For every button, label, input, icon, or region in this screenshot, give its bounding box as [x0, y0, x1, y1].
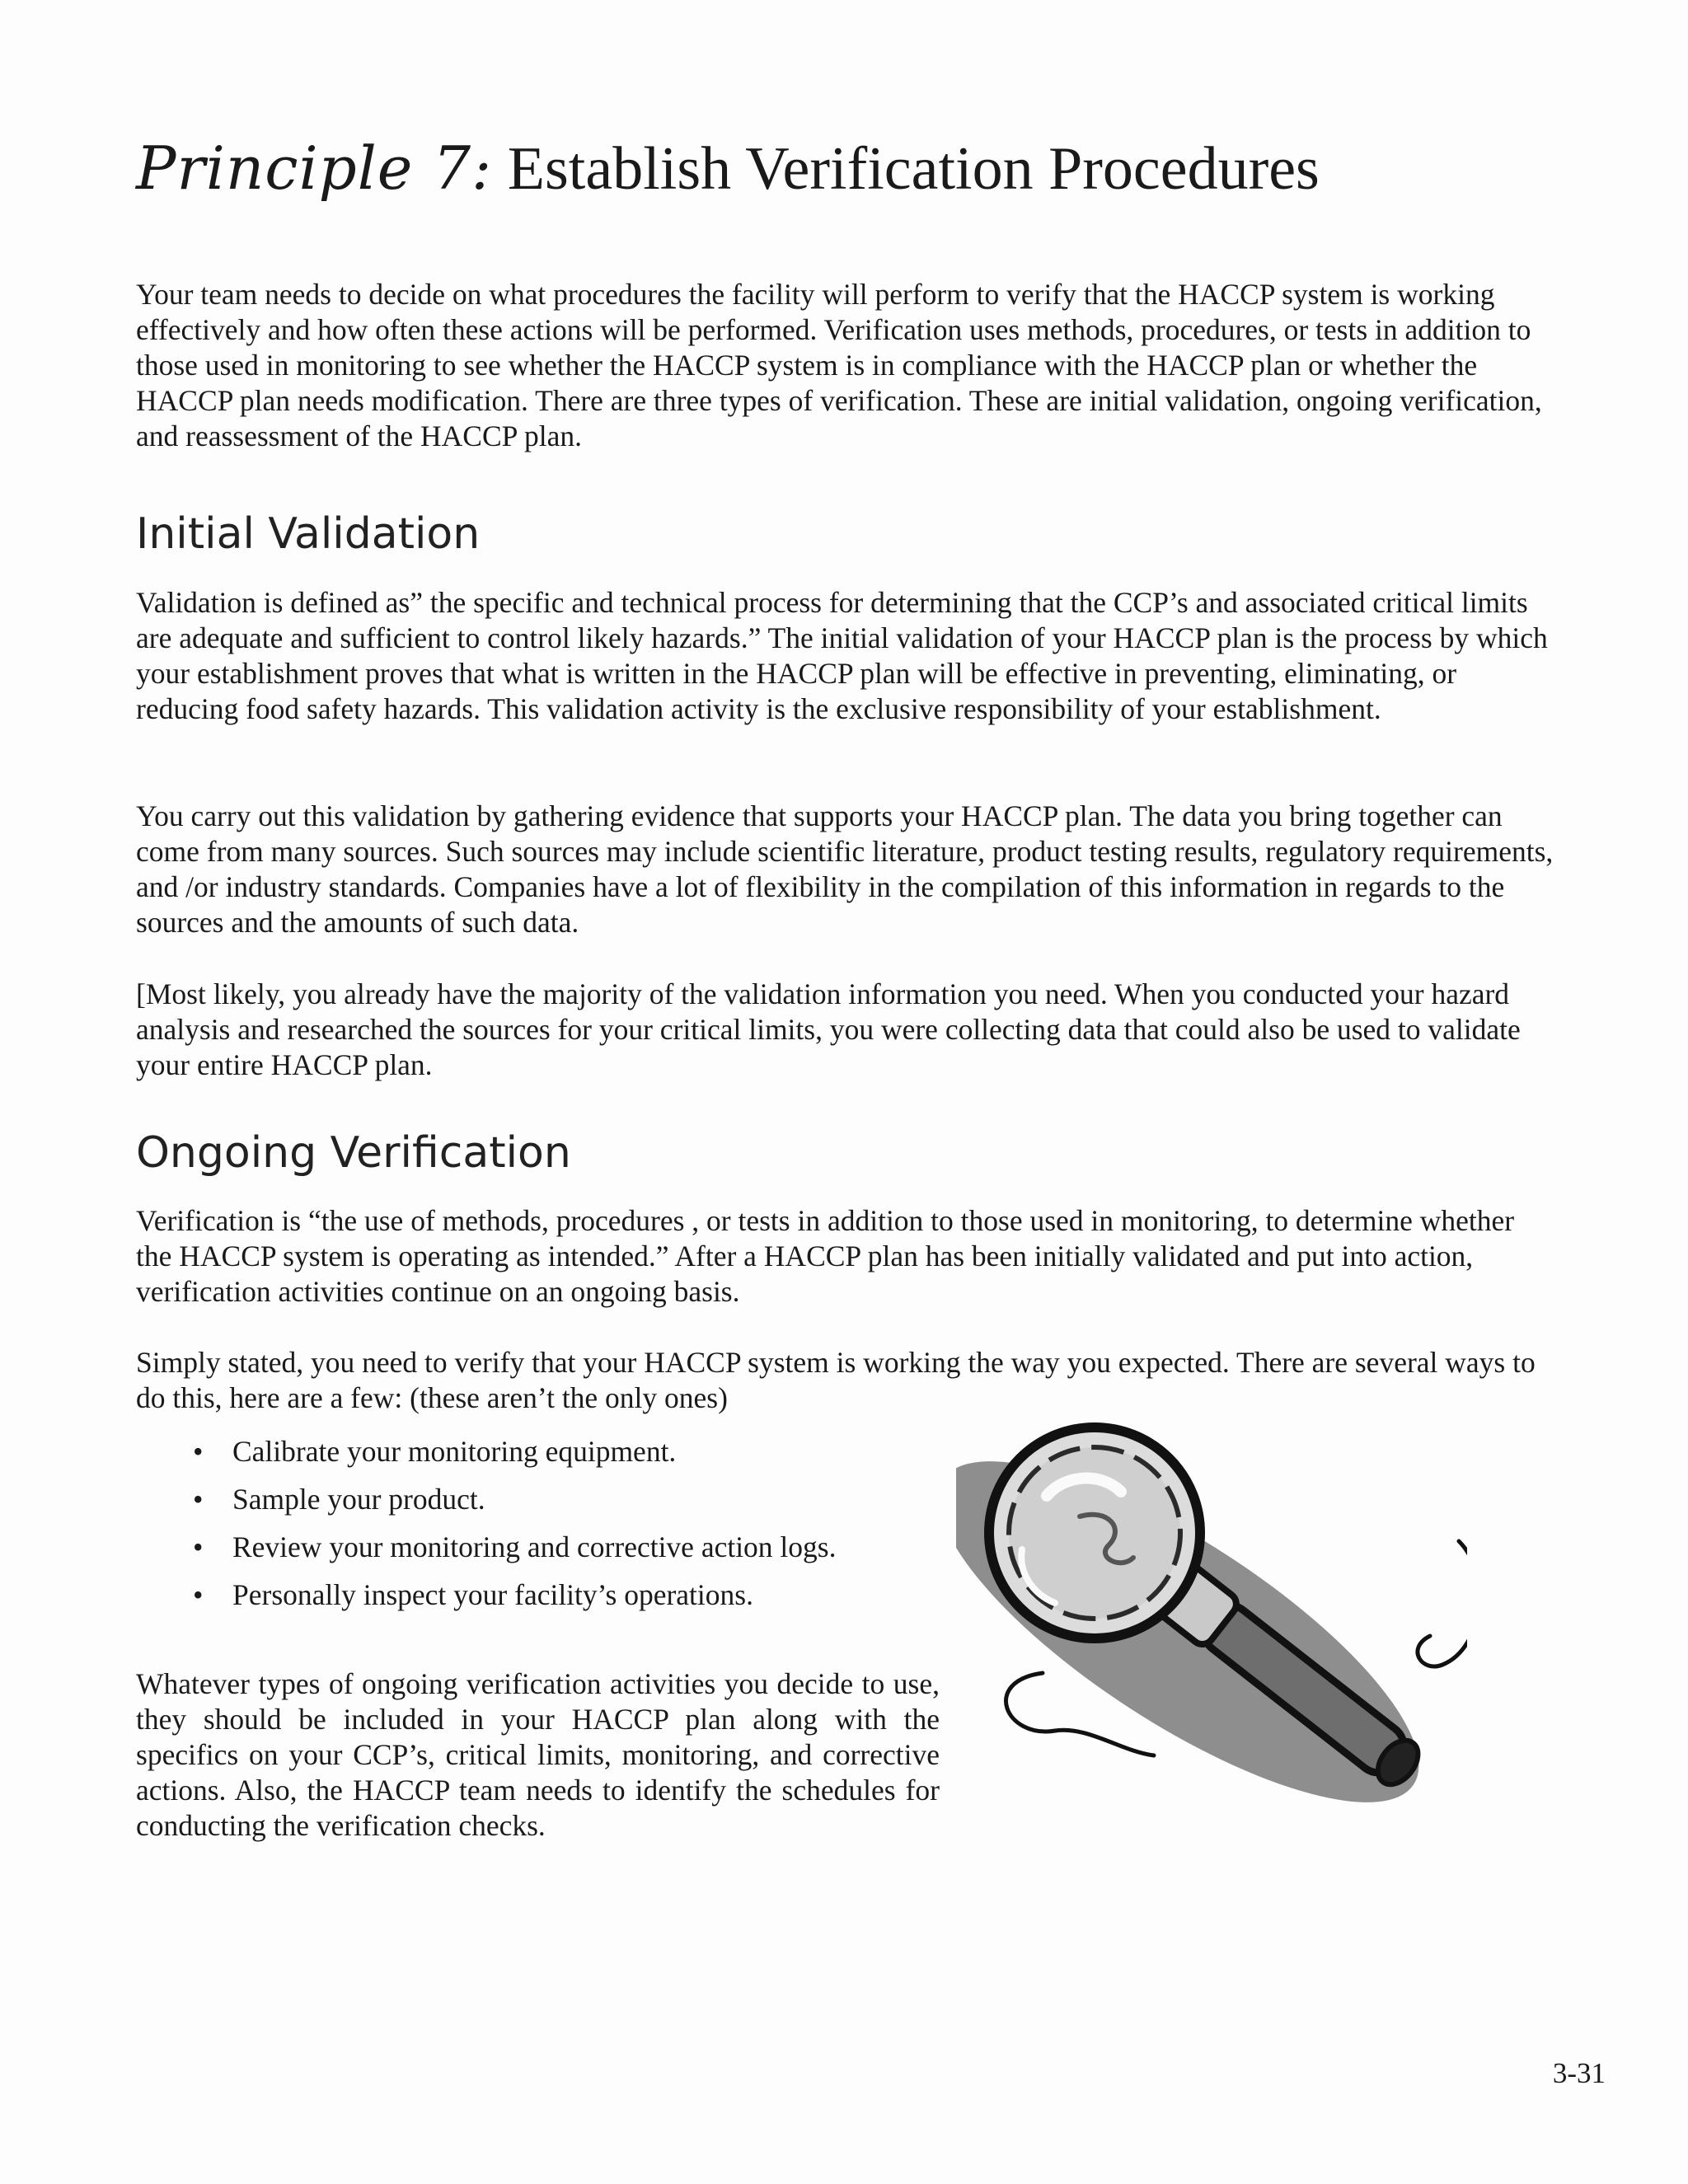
verification-methods-list: [190, 1434, 836, 1625]
ongoing-verification-paragraph-2: Simply stated, you need to verify that your HACCP system is working the way you expected. There are several ways to do this, here are a few: (these aren’t the only ones): [136, 1346, 1536, 1414]
initial-validation-heading: Initial Validation: [136, 509, 481, 559]
title-principle: Principle 7:: [136, 134, 493, 203]
initial-validation-paragraph-2: You carry out this validation by gathering evidence that supports your HACCP plan. The data you bring together can come from many sources. Such sources may include scientific literature, product testing results, regulatory requirements, and /or industry standards. Companies have a lot of flexibility in the compilation of this information in regards to the sources and the amounts of such data.: [136, 799, 1554, 939]
magnifying-glass-icon: [956, 1418, 1467, 1846]
intro-paragraph: Your team needs to decide on what procedures the facility will perform to verify that the HACCP system is working effectively and how often these actions will be performed. Verification uses methods, procedures, or tests in addition to those used in monitoring to see whether the HACCP system is in compliance with the HACCP plan or whether the HACCP plan needs modification. There are three types of verification. These are initial validation, ongoing verification, and reassessment of the HACCP plan.: [136, 278, 1542, 452]
bullet-mark: •: [193, 1578, 204, 1611]
ongoing-verification-heading: Ongoing Verification: [136, 1128, 571, 1178]
page-number: 3-31: [1552, 2057, 1606, 2089]
ongoing-verification-paragraph-1: Verification is “the use of methods, procedures , or tests in addition to those used in monitoring, to determine whether the HACCP system is operating as intended.” After a HACCP plan has been initially validated and put into action, verification activities continue on an ongoing basis.: [136, 1204, 1515, 1308]
ongoing-verification-paragraph-3: Whatever types of ongoing verification activities you decide to use, they should be included in your HACCP plan along with the specifics on your CCP’s, critical limits, monitoring, and corrective actions. Also, the HACCP team needs to identify the schedules for conducting the verification checks.: [136, 1667, 940, 1842]
page-title: [136, 134, 1320, 203]
swirl-line-right: [1418, 1541, 1467, 1666]
initial-validation-paragraph-1: Validation is defined as” the specific and technical process for determining that the CCP’s and associated critical limits are adequate and sufficient to control likely hazards.” The initial validation of your HACCP plan is the process by which your establishment proves that what is written in the HACCP plan will be effective in preventing, eliminating, or reducing food safety hazards. This validation activity is the exclusive responsibility of your establishment.: [136, 586, 1548, 725]
initial-validation-paragraph-3: [Most likely, you already have the majority of the validation information you need. When you conducted your hazard analysis and researched the sources for your critical limits, you were collecting data that could also be used to validate your entire HACCP plan.: [136, 977, 1521, 1081]
bullet-mark: •: [193, 1530, 204, 1563]
title-text: Establish Verification Procedures: [507, 135, 1320, 203]
list-item: • Sample your product.: [193, 1483, 485, 1516]
list-item: • Personally inspect your facility’s operations.: [193, 1578, 753, 1611]
list-item: • Calibrate your monitoring equipment.: [193, 1435, 677, 1468]
bullet-mark: •: [193, 1483, 204, 1516]
list-item: • Review your monitoring and corrective action logs.: [193, 1530, 837, 1563]
bullet-mark: •: [193, 1435, 204, 1468]
